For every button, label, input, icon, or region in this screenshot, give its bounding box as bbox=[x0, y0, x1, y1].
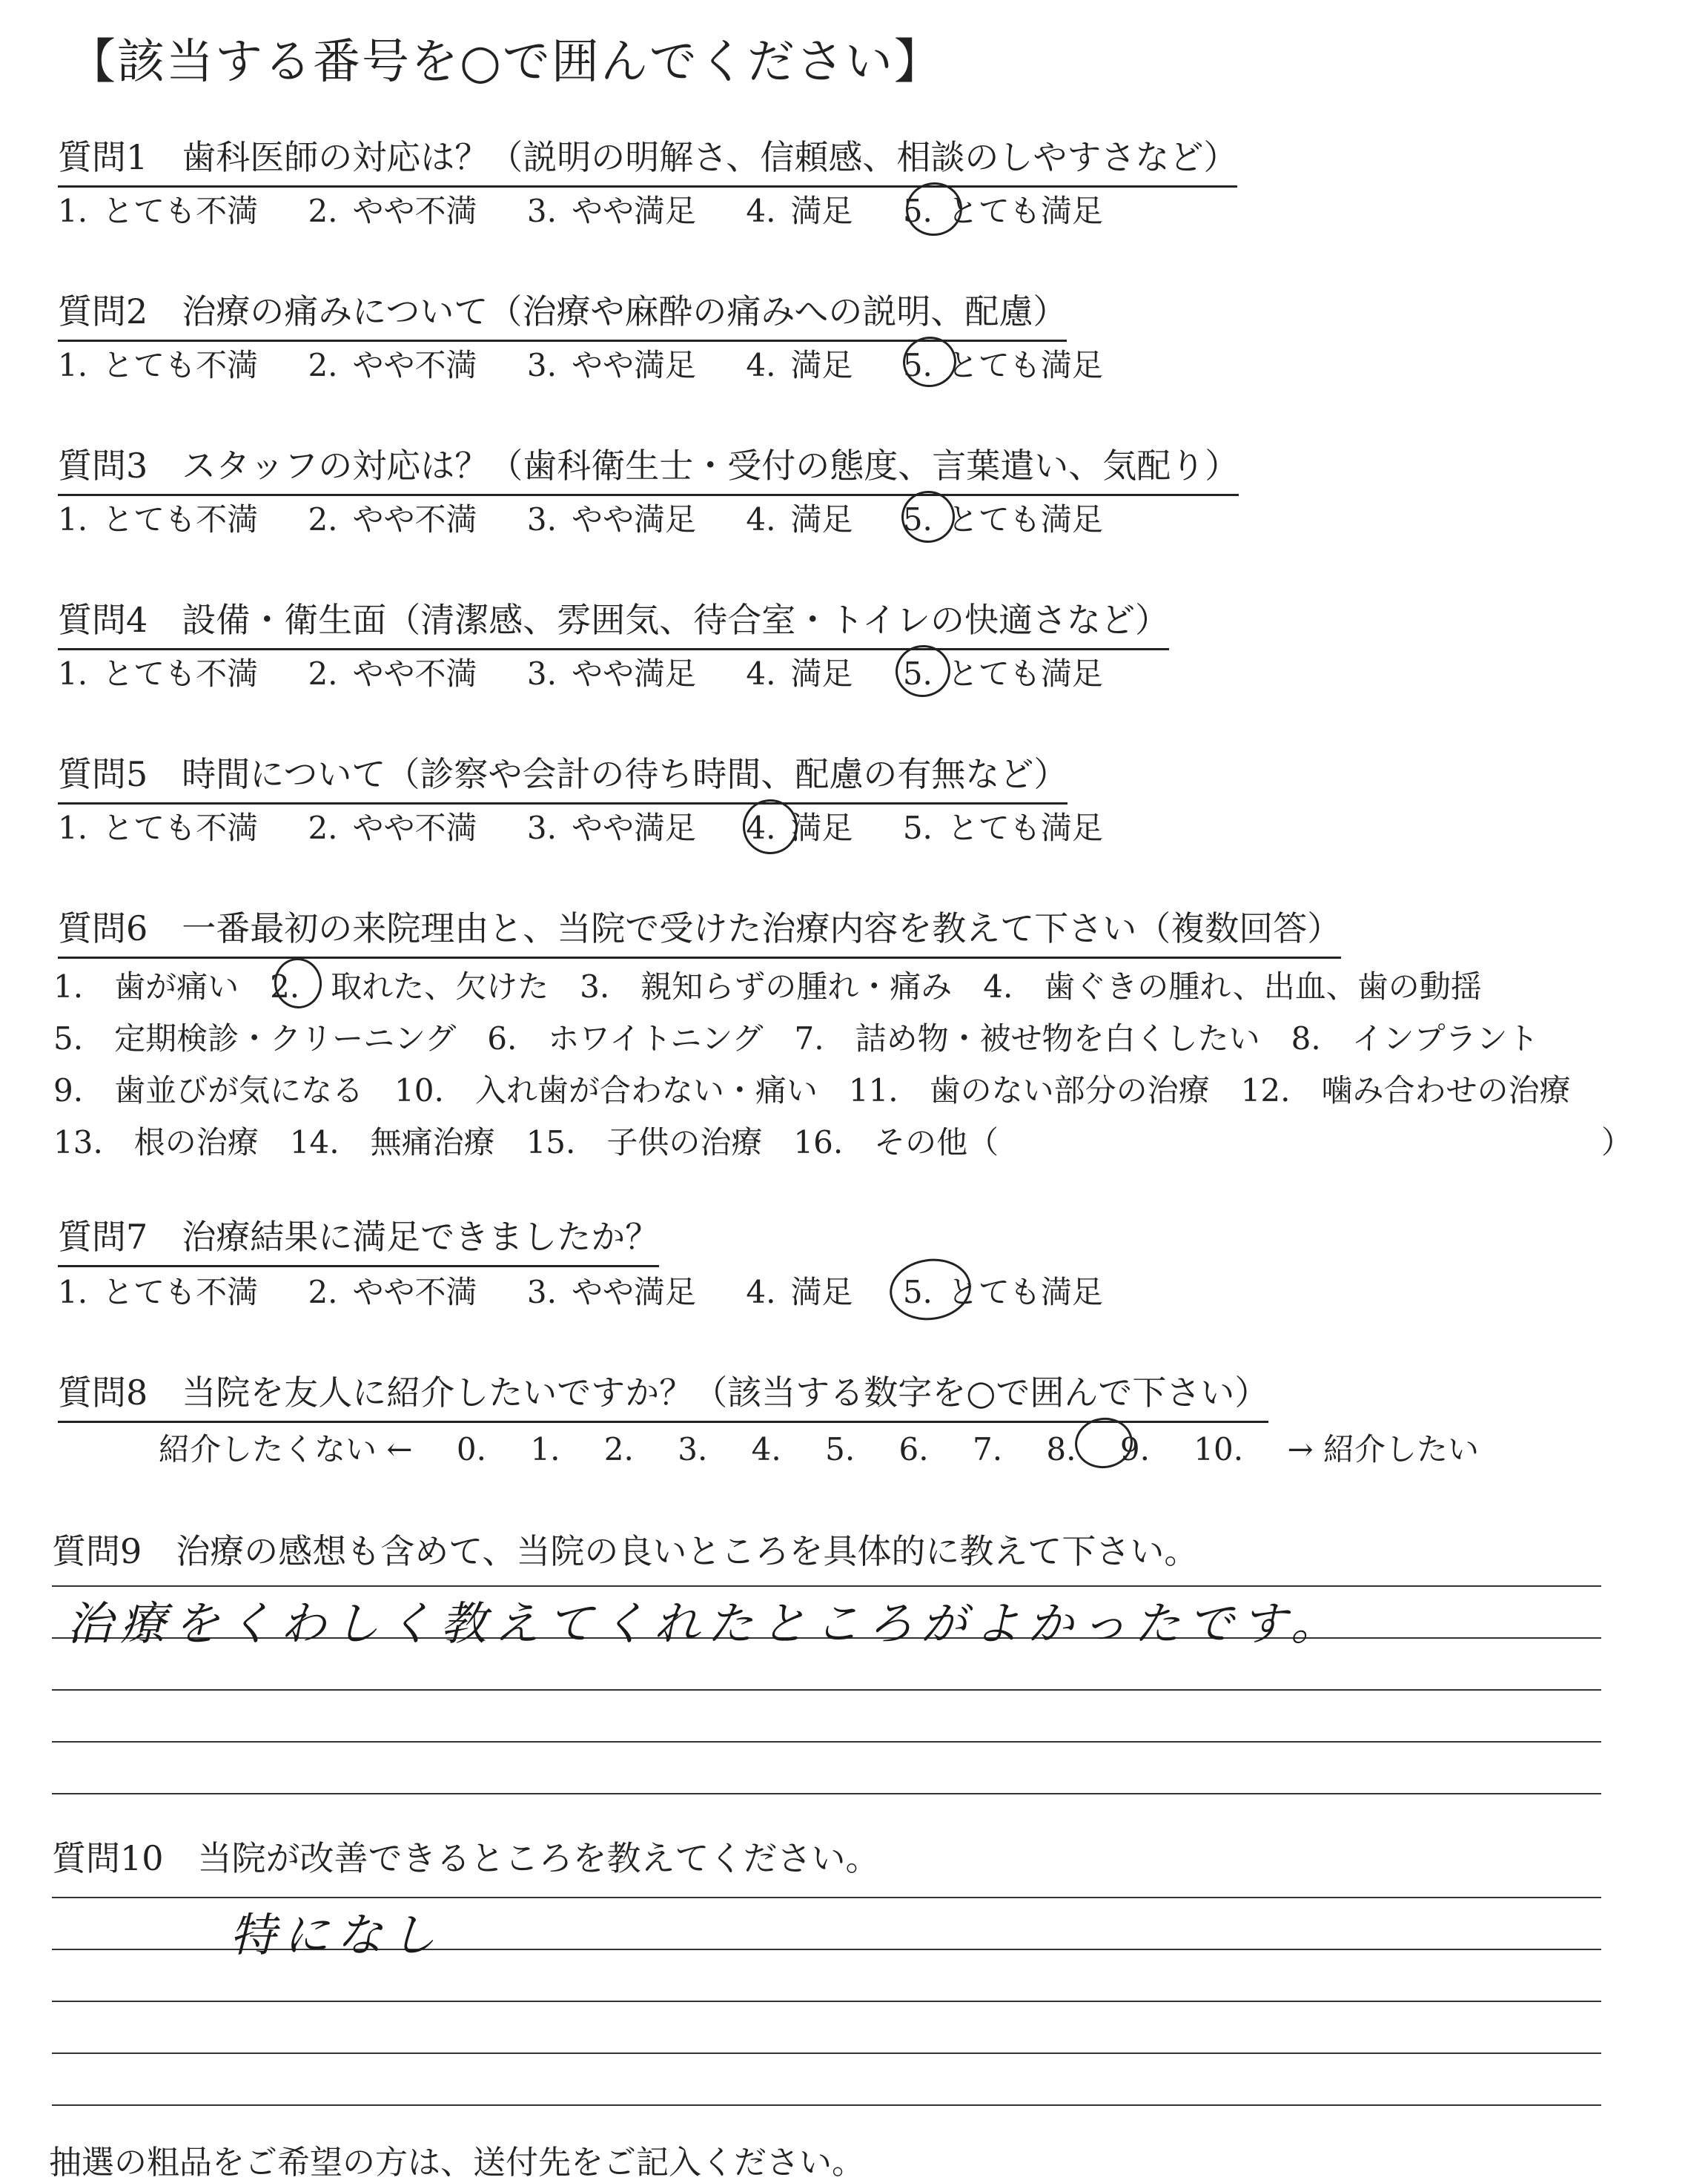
q8-scale-3[interactable]: 3. bbox=[678, 1431, 708, 1467]
q4-option-5[interactable]: とても満足 bbox=[947, 655, 1103, 692]
q5-option-4[interactable]: 満足 bbox=[790, 810, 853, 846]
q2-option-2[interactable]: やや不満 bbox=[352, 347, 477, 383]
q8-scale-10[interactable]: 10. bbox=[1194, 1431, 1244, 1467]
q1-option-5[interactable]: とても満足 bbox=[947, 193, 1103, 229]
q2-option-3[interactable]: やや満足 bbox=[571, 347, 696, 383]
q3-option-1[interactable]: とても不満 bbox=[102, 501, 259, 538]
q6-options-line-3[interactable]: 9. 歯並びが気になる 10. 入れ歯が合わない・痛い 11. 歯のない部分の治療 12. 噛み合わせの治療 bbox=[53, 1072, 1571, 1109]
q6-options-line-2[interactable]: 5. 定期検診・クリーニング 6. ホワイトニング 7. 詰め物・被せ物を白くしたい 8. インプラント bbox=[53, 1020, 1539, 1057]
q7-answer-circle bbox=[886, 1254, 975, 1326]
q3-title: 質問3 スタッフの対応は？（歯科衛生士・受付の態度、言葉遣い、気配り） bbox=[58, 439, 1239, 496]
q1-option-1[interactable]: とても不満 bbox=[102, 193, 259, 229]
q8-scale-4[interactable]: 4. bbox=[751, 1431, 781, 1467]
q3-option-4[interactable]: 満足 bbox=[790, 501, 853, 538]
q1-title: 質問1 歯科医師の対応は？（説明の明解さ、信頼感、相談のしやすさなど） bbox=[58, 131, 1237, 188]
q8-scale-8[interactable]: 8. bbox=[1046, 1431, 1076, 1467]
q4-option-3[interactable]: やや満足 bbox=[571, 655, 696, 692]
q8-scale bbox=[159, 1425, 1513, 1470]
q8-right-label: → 紹介したい bbox=[1287, 1431, 1479, 1467]
q7-title: 質問7 治療結果に満足できましたか？ bbox=[58, 1210, 659, 1267]
q8-left-label: 紹介したくない ← bbox=[159, 1431, 413, 1467]
q3-option-3[interactable]: やや満足 bbox=[571, 501, 696, 538]
q8-scale-5[interactable]: 5. bbox=[825, 1431, 855, 1467]
q10-handwritten-answer[interactable]: 特になし bbox=[230, 1908, 444, 1962]
q2-option-4[interactable]: 満足 bbox=[790, 347, 853, 383]
q1-option-3[interactable]: やや満足 bbox=[571, 193, 696, 229]
form-header: 【該当する番号を○で囲んでください】 bbox=[68, 35, 943, 90]
q8-scale-0[interactable]: 0. bbox=[456, 1431, 486, 1467]
q6-other-close-paren: ） bbox=[1601, 1124, 1633, 1160]
q9-answer-line-4 bbox=[52, 1741, 1601, 1743]
q10-answer-line-3 bbox=[52, 2001, 1601, 2002]
q9-answer-line-5 bbox=[52, 1793, 1601, 1794]
q2-options: 1. とても不満 2. やや不満 3. やや満足 4. 満足 5. とても満足 bbox=[58, 347, 1103, 383]
q2-title: 質問2 治療の痛みについて（治療や麻酔の痛みへの説明、配慮） bbox=[58, 285, 1067, 342]
q8-scale-9[interactable]: 9. bbox=[1119, 1431, 1150, 1467]
q4-option-2[interactable]: やや不満 bbox=[352, 655, 477, 692]
q6-options-line-4[interactable]: 13. 根の治療 14. 無痛治療 15. 子供の治療 16. その他（ bbox=[53, 1124, 999, 1160]
q10-answer-line-4 bbox=[52, 2052, 1601, 2054]
q6-options-line-1[interactable]: 1. 歯が痛い 2. 取れた、欠けた 3. 親知らずの腫れ・痛み 4. 歯ぐきの腫れ、出血、歯の動揺 bbox=[53, 968, 1482, 1005]
q3-options: 1. とても不満 2. やや不満 3. やや満足 4. 満足 5. とても満足 bbox=[58, 501, 1103, 538]
q3-option-2[interactable]: やや不満 bbox=[352, 501, 477, 538]
q9-handwritten-answer[interactable]: 治療をくわしく教えてくれたところがよかったです。 bbox=[67, 1596, 1345, 1651]
q1-option-4[interactable]: 満足 bbox=[790, 193, 853, 229]
q8-scale-6[interactable]: 6. bbox=[898, 1431, 929, 1467]
q1-option-2[interactable]: やや不満 bbox=[352, 193, 477, 229]
q9-title: 質問9 治療の感想も含めて、当院の良いところを具体的に教えて下さい。 bbox=[52, 1531, 1199, 1571]
footer-note: 抽選の粗品をご希望の方は、送付先をご記入ください。 bbox=[49, 2144, 864, 2182]
q4-option-1[interactable]: とても不満 bbox=[102, 655, 259, 692]
q7-option-5[interactable]: とても満足 bbox=[947, 1274, 1103, 1310]
q5-title: 質問5 時間について（診察や会計の待ち時間、配慮の有無など） bbox=[58, 747, 1068, 805]
q5-option-1[interactable]: とても不満 bbox=[102, 810, 259, 846]
q7-option-4[interactable]: 満足 bbox=[790, 1274, 853, 1310]
q2-option-1[interactable]: とても不満 bbox=[102, 347, 259, 383]
q7-option-3[interactable]: やや満足 bbox=[571, 1274, 696, 1310]
q4-option-4[interactable]: 満足 bbox=[790, 655, 853, 692]
q8-scale-7[interactable]: 7. bbox=[972, 1431, 1003, 1467]
q10-answer-line-5 bbox=[52, 2104, 1601, 2106]
q8-title: 質問8 当院を友人に紹介したいですか？（該当する数字を○で囲んで下さい） bbox=[58, 1366, 1268, 1423]
q2-option-5[interactable]: とても満足 bbox=[947, 347, 1103, 383]
q4-title: 質問4 設備・衛生面（清潔感、雰囲気、待合室・トイレの快適さなど） bbox=[58, 593, 1169, 650]
q1-options: 1. とても不満 2. やや不満 3. やや満足 4. 満足 5. とても満足 bbox=[58, 193, 1103, 229]
q7-option-1[interactable]: とても不満 bbox=[102, 1274, 259, 1310]
q8-scale-2[interactable]: 2. bbox=[603, 1431, 634, 1467]
q7-options: 1. とても不満 2. やや不満 3. やや満足 4. 満足 5. とても満足 bbox=[58, 1274, 1103, 1310]
q5-option-2[interactable]: やや不満 bbox=[352, 810, 477, 846]
q7-option-2[interactable]: やや不満 bbox=[352, 1274, 477, 1310]
q5-options: 1. とても不満 2. やや不満 3. やや満足 4. 満足 5. とても満足 bbox=[58, 810, 1103, 846]
q5-option-5[interactable]: とても満足 bbox=[947, 810, 1103, 846]
q3-option-5[interactable]: とても満足 bbox=[947, 501, 1103, 538]
q9-answer-line-3 bbox=[52, 1689, 1601, 1691]
q10-title: 質問10 当院が改善できるところを教えてください。 bbox=[52, 1838, 880, 1878]
q4-options: 1. とても不満 2. やや不満 3. やや満足 4. 満足 5. とても満足 bbox=[58, 655, 1103, 692]
q6-title: 質問6 一番最初の来院理由と、当院で受けた治療内容を教えて下さい（複数回答） bbox=[58, 902, 1341, 959]
q5-option-3[interactable]: やや満足 bbox=[571, 810, 696, 846]
q8-scale-1[interactable]: 1. bbox=[530, 1431, 560, 1467]
